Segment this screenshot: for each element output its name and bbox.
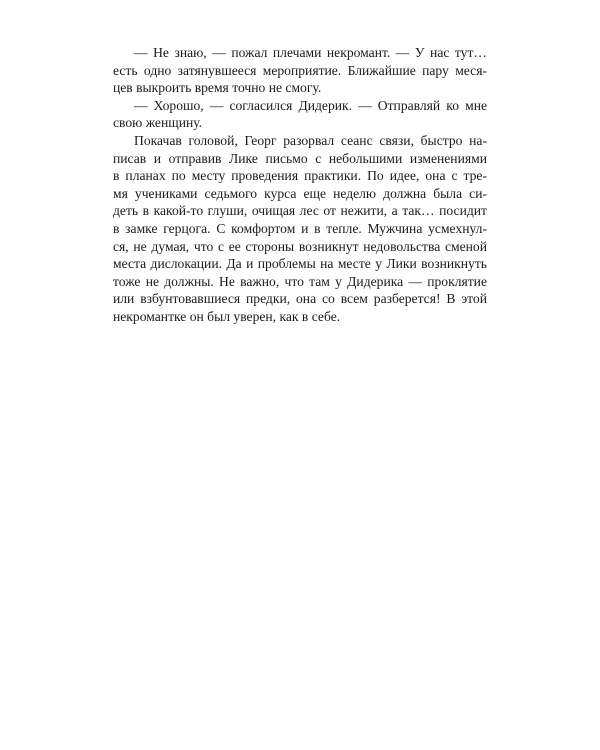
text-line: некромантке он был уверен, как в себе. xyxy=(113,308,341,324)
body-text xyxy=(113,44,487,326)
text-line: ся, не думая, что с ее стороны возникнут недовольства сменой xyxy=(113,238,487,254)
text-line: — Не знаю, — пожал плечами некромант. — У нас тут… xyxy=(134,45,487,60)
text-line: в планах по месту проведения практики. По идее, она с тре- xyxy=(113,168,487,184)
text-line: Покачав головой, Георг разорвал сеанс связи, быстро на- xyxy=(134,132,487,148)
text-line: — Хорошо, — согласился Дидерик. — Отправляй ко мне xyxy=(134,97,487,113)
text-line: в замке герцога. С комфортом и в тепле. Мужчина усмехнул- xyxy=(113,220,487,236)
paragraph xyxy=(113,132,487,326)
text-line: места дислокации. Да и проблемы на месте у Лики возникнуть xyxy=(113,256,487,272)
text-line: есть одно затянувшееся мероприятие. Ближайшие пару меся- xyxy=(113,62,487,78)
text-line: или взбунтовавшиеся предки, она со всем разберется! В этой xyxy=(113,291,487,307)
text-line: деть в какой-то глуши, очищая лес от нежити, а так… посидит xyxy=(113,203,487,219)
paragraph xyxy=(113,44,487,97)
paragraph xyxy=(113,97,487,132)
text-line: мя учениками седьмого курса еще неделю должна была си- xyxy=(113,185,487,201)
text-line: цев выкроить время точно не смогу. xyxy=(113,80,322,96)
text-line: свою женщину. xyxy=(113,115,203,131)
text-line: тоже не должны. Не важно, что там у Дидерика — проклятие xyxy=(113,273,487,289)
text-line: писав и отправив Лике письмо с небольшими изменениями xyxy=(113,150,487,166)
